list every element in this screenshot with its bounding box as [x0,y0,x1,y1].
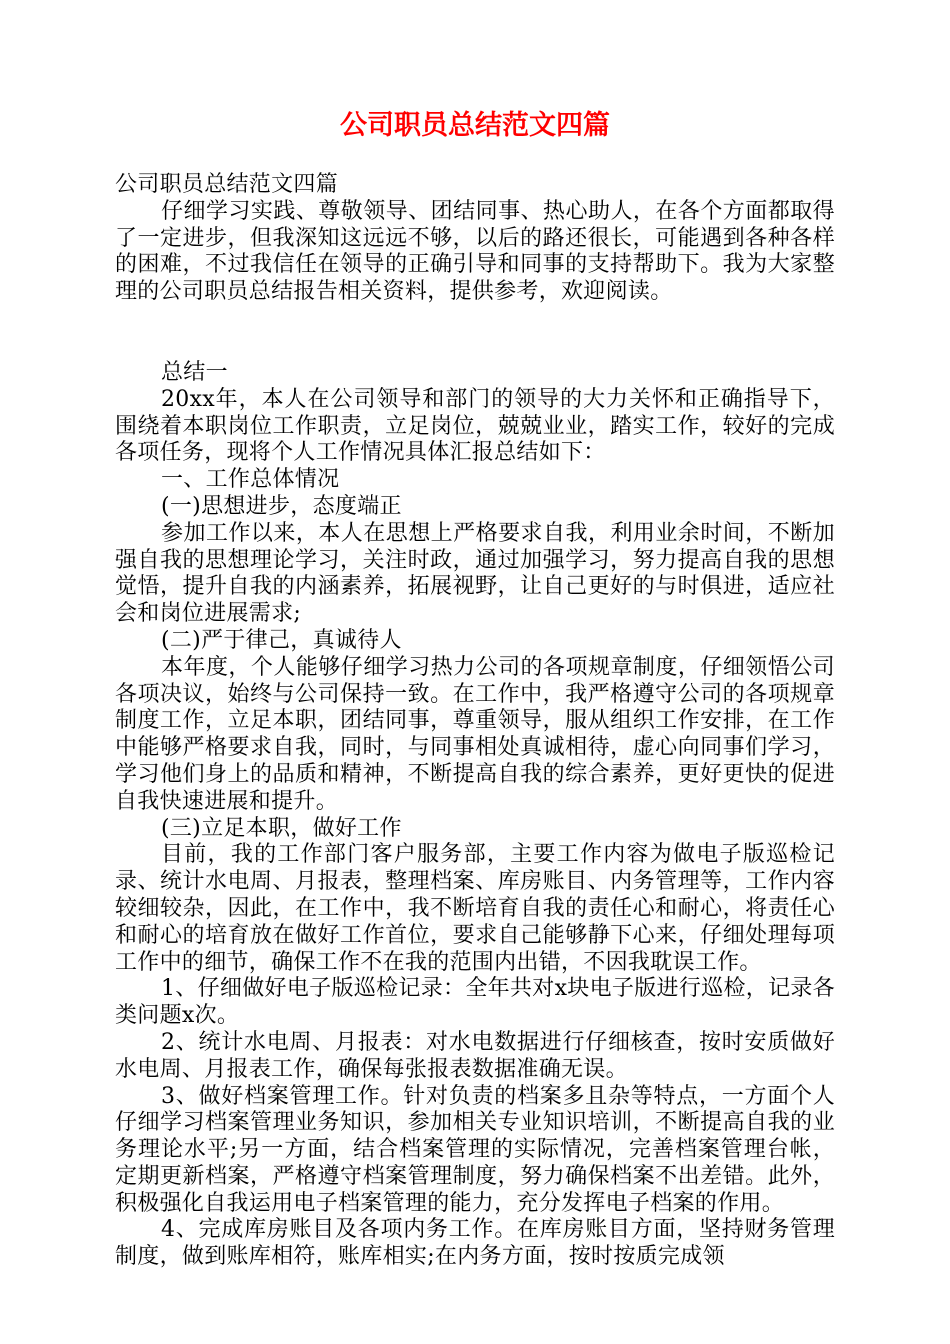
body-subheading: (三)立足本职，做好工作 [161,815,402,841]
list-item: 4、完成库房账目及各项内务工作。在库房账目方面，坚持财务管理制度，做到账库相符，账库相实;在内务方面，按时按质完成领 [115,1217,835,1270]
body-paragraph: 本年度，个人能够仔细学习热力公司的各项规章制度，仔细领悟公司各项决议，始终与公司保持一致。在工作中，我严格遵守公司的各项规章制度工作，立足本职，团结同事，尊重领导，服从组织工作安排，在工作中能够严格要求自我，同时，与同事相处真诚相待，虚心向同事们学习，学习他们身上的品质和精神，不断提高自我的综合素养，更好更快的促进自我快速进展和提升。 [115,654,835,814]
list-item: 3、做好档案管理工作。针对负责的档案多且杂等特点，一方面个人仔细学习档案管理业务知识，参加相关专业知识培训，不断提高自我的业务理论水平;另一方面，结合档案管理的实际情况，完善档案管理台帐，定期更新档案，严格遵守档案管理制度，努力确保档案不出差错。此外，积极强化自我运用电子档案管理的能力，充分发挥电子档案的作用。 [115,1083,835,1216]
list-item: 1、仔细做好电子版巡检记录：全年共对x块电子版进行巡检，记录各类问题x次。 [115,976,835,1029]
section-heading: 总结一 [161,359,228,385]
body-paragraph: 参加工作以来，本人在思想上严格要求自我，利用业余时间，不断加强自我的思想理论学习，关注时政，通过加强学习，努力提高自我的思想觉悟，提升自我的内涵素养，拓展视野，让自己更好的与时俱进，适应社会和岗位进展需求; [115,520,835,627]
document-body [115,172,835,1271]
body-paragraph: 目前，我的工作部门客户服务部，主要工作内容为做电子版巡检记录、统计水电周、月报表，整理档案、库房账目、内务管理等，工作内容较细较杂，因此，在工作中，我不断培育自我的责任心和耐心，将责任心和耐心的培育放在做好工作首位，要求自己能够静下心来，仔细处理每项工作中的细节，确保工作不在我的范围内出错，不因我耽误工作。 [115,842,835,975]
document-subtitle: 公司职员总结范文四篇 [115,172,339,197]
paragraph-spacer [115,306,835,360]
document-title: 公司职员总结范文四篇 [340,110,610,141]
list-item: 2、统计水电周、月报表：对水电数据进行仔细核查，按时安质做好水电周、月报表工作，确保每张报表数据准确无误。 [115,1029,835,1082]
body-heading: 一、工作总体情况 [161,467,340,493]
intro-paragraph: 仔细学习实践、尊敬领导、团结同事、热心助人，在各个方面都取得了一定进步，但我深知这远远不够，以后的路还很长，可能遇到各种各样的困难，不过我信任在领导的正确引导和同事的支持帮助下。我为大家整理的公司职员总结报告相关资料，提供参考，欢迎阅读。 [115,198,835,305]
body-paragraph: 20xx年，本人在公司领导和部门的领导的大力关怀和正确指导下，围绕着本职岗位工作职责，立足岗位，兢兢业业，踏实工作，较好的完成各项任务，现将个人工作情况具体汇报总结如下： [115,386,835,466]
body-subheading: (二)严于律己，真诚待人 [161,627,402,653]
body-subheading: (一)思想进步，态度端正 [161,493,402,519]
